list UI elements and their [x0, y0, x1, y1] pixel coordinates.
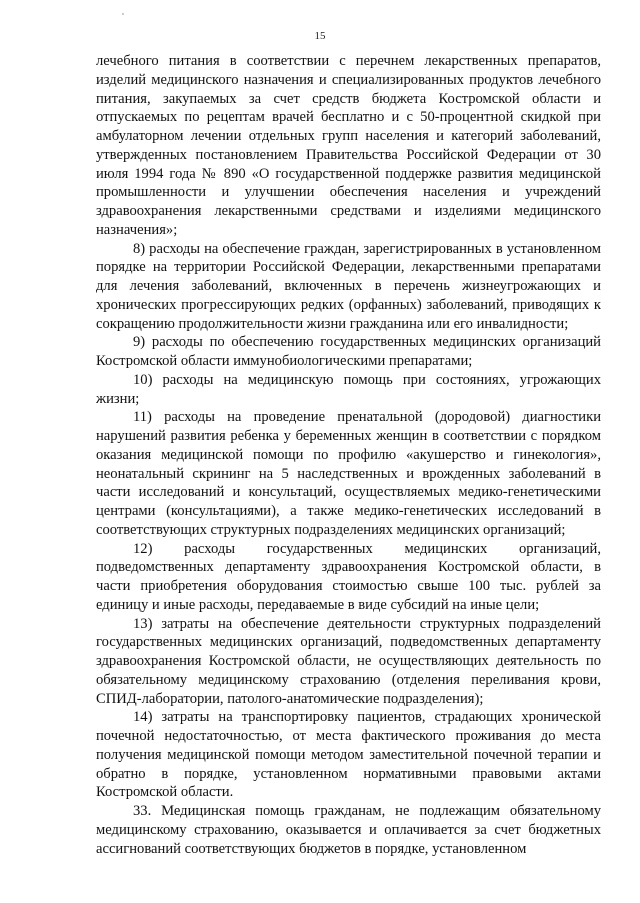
paragraph-item-13: 13) затраты на обеспечение деятельности структурных подразделений государственных медицинских организаций, подведомственных департаменту здравоохранения Костромской области, не осуществляющих деятельность по обязательному медицинскому страхованию (отделения переливания крови, СПИД-лаборатории, патолого-анатомические подразделения);	[96, 615, 601, 707]
paragraph-item-9: 9) расходы по обеспечению государственных медицинских организаций Костромской области иммунобиологическими препаратами;	[96, 334, 601, 369]
page-number: 15	[314, 30, 326, 42]
paragraph-item-10: 10) расходы на медицинскую помощь при состояниях, угрожающих жизни;	[96, 371, 601, 407]
paragraph-item-14: 14) затраты на транспортировку пациентов, страдающих хронической почечной недостаточностью, от места фактического проживания до места получения медицинской помощи методом заместительной почечной терапии и обратно в порядке, установленном нормативными правовыми актами Костромской области.	[96, 709, 601, 801]
paragraph-item-8: 8) расходы на обеспечение граждан, зарегистрированных в установленном порядке на территории Российской Федерации, лекарственными препаратами для лечения заболеваний, включенных в перечень жизнеугрожающих и хронических прогрессирующих редких (орфанных) заболеваний, приводящих к сокращению продолжительности жизни гражданина или его инвалидности;	[96, 240, 601, 332]
paragraph-continuation: лечебного питания в соответствии с перечнем лекарственных препаратов, изделий медицинского назначения и специализированных продуктов лечебного питания, закупаемых за счет средств бюджета Костромской области и отпускаемых по рецептам врачей бесплатно и с 50-процентной скидкой при амбулаторном лечении отдельных групп населения и категорий заболеваний, утвержденных постановлением Правительства Российской Федерации от 30 июля 1994 года № 890 «О государственной поддержке развития медицинской промышленности и улучшении обеспечения населения и учреждений здравоохранения лекарственными средствами и изделиями медицинского назначения»;	[96, 53, 601, 238]
paragraph-section-33: 33. Медицинская помощь гражданам, не подлежащим обязательному медицинскому страхованию, оказывается и оплачивается за счет бюджетных ассигнований соответствующих бюджетов в порядке, установленном	[96, 803, 601, 857]
paragraph-item-12: 12) расходы государственных медицинских организаций, подведомственных департаменту здравоохранения Костромской области, в части приобретения оборудования стоимостью свыше 100 тыс. рублей за единицу и иные расходы, передаваемые в виде субсидий на иные цели;	[96, 540, 601, 613]
document-body	[96, 52, 601, 858]
paragraph-item-11: 11) расходы на проведение пренатальной (дородовой) диагностики нарушений развития ребенка у беременных женщин в соответствии с порядком оказания медицинской помощи по профилю «акушерство и гинекология», неонатальный скрининг на 5 наследственных и врожденных заболеваний в части исследований и консультаций, осуществляемых медико-генетическими центрами (консультациями), а также медико-генетических исследований в соответствующих структурных подразделениях медицинских организаций;	[96, 409, 601, 538]
scan-speck	[122, 13, 124, 15]
